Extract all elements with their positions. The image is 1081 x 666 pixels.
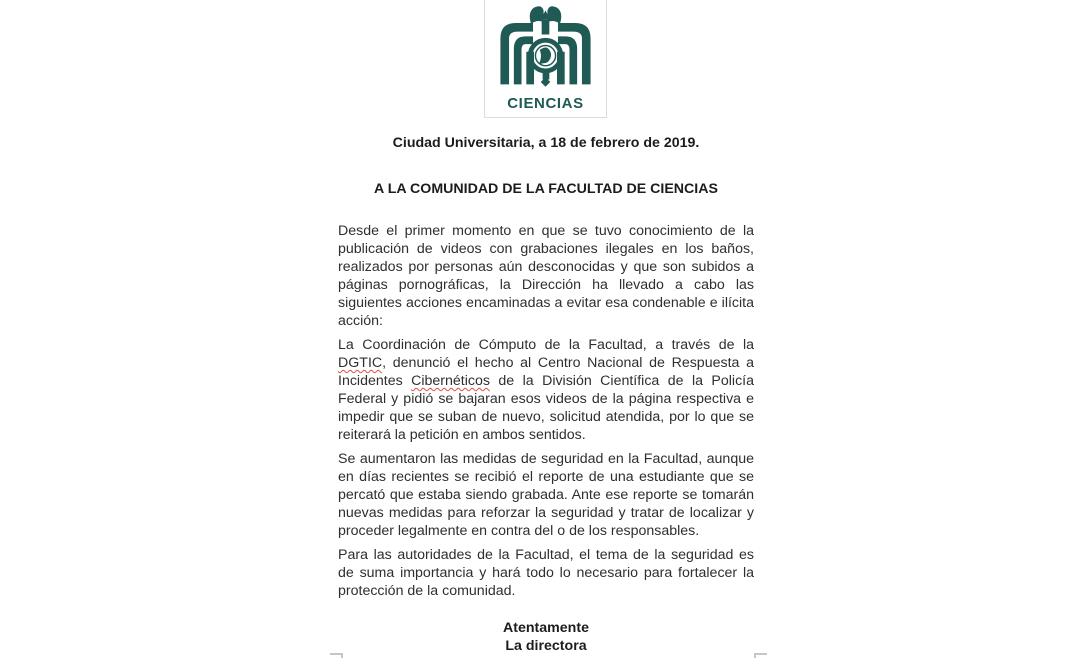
- paragraph-1: Desde el primer momento en que se tuvo conocimiento de la publicación de videos con grabaciones ilegales en los baños, realizados por personas aún desconocidas y que son subidos a páginas pornográficas, la Dirección ha llevado a cabo las siguientes acciones encaminadas a evitar esa condenable e ilícita acción:: [338, 223, 754, 329]
- letter-body: [338, 0, 754, 655]
- misspelled-word: DGTIC: [338, 355, 383, 371]
- paragraph-4: Para las autoridades de la Facultad, el tema de la seguridad es de suma importancia y hará todo lo necesario para fortalecer la protección de la comunidad.: [338, 547, 754, 599]
- paragraph-3: Se aumentaron las medidas de seguridad en la Facultad, aunque en días recientes se recibió el reporte de una estudiante que se percató que estaba siendo grabada. Ante ese reporte se tomarán nuevas medidas para reforzar la seguridad y tratar de localizar y proceder legalmente en contra del o de los responsables.: [338, 451, 754, 539]
- text-boundary-mark-left: [330, 653, 343, 658]
- closing-block: [338, 619, 754, 655]
- misspelled-word: Cibernéticos: [411, 373, 490, 389]
- paragraph-2-text: de la División Científica de la Policía Federal y pidió se bajaran esos videos de la página respectiva e impedir que se suban de nuevo, solicitud atendida, por lo que se reiterará la petición en ambos sentidos.: [338, 373, 754, 443]
- date-line: Ciudad Universitaria, a 18 de febrero de 2019.: [392, 135, 700, 151]
- text-boundary-mark-right: [754, 653, 767, 658]
- closing-signature: La directora: [505, 638, 587, 654]
- salutation: A LA COMUNIDAD DE LA FACULTAD DE CIENCIAS: [374, 181, 718, 197]
- paragraph-2: [338, 336, 754, 444]
- paragraph-2-text: La Coordinación de Cómputo de la Facultad, a través de la: [338, 337, 754, 353]
- paragraph-2-text: , denunció el hecho al Centro Nacional de Respuesta a Incidentes: [338, 355, 754, 389]
- closing-salutation: Atentamente: [503, 620, 589, 636]
- faculty-crest-label: CIENCIAS: [507, 95, 584, 112]
